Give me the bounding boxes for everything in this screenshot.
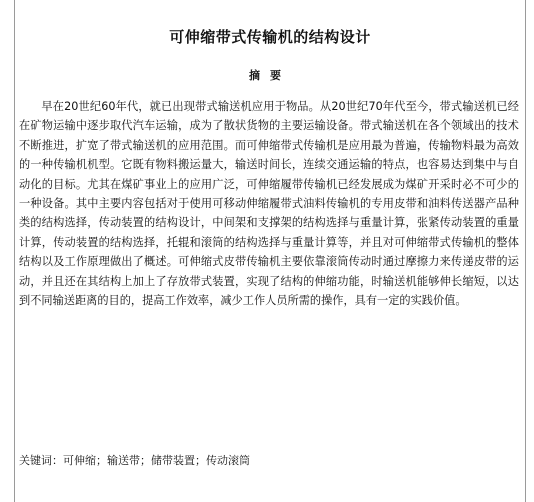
abstract-body: 早在20世纪60年代，就已出现带式输送机应用于物品。从20世纪70年代至今，带式输送机已经在矿物运输中逐步取代汽车运输，成为了散状货物的主要运输设备。带式输送机在各个领域出的技术不断推进，扩宽了带式输送机的应用范围。而可伸缩带式传输机是应用最为普遍，传输物料最为高效的一种传输机机型。它既有物料搬运量大，输送时间长，连续交通运输的特点，也容易达到集中与自动化的目标。尤其在煤矿事业上的应用广泛，可伸缩履带传输机已经发展成为煤矿开采时必不可少的一种设备。其中主要内容包括对于使用可移动伸缩履带式油料传输机的专用皮带和油料传送器产品种类的结构选择，传动装置的结构设计，中间架和支撑架的结构选择与重量计算，张紧传动装置的重量计算，传动装置的结构选择，托辊和滚筒的结构选择与重量计算等，并且对可伸缩带式传输机的整体结构以及工作原理做出了概述。可伸缩式皮带传输机主要依靠滚筒传动时通过摩擦力来传递皮带的运动，并且还在其结构上加上了存放带式装置，实现了结构的伸缩功能，时输送机能够伸长缩短，以达到不同输送距离的目的，提高工作效率，减少工作人员所需的操作，具有一定的实践价值。	[19, 100, 519, 308]
document-title: 可伸缩带式传输机的结构设计	[169, 28, 371, 46]
abstract-heading: 摘要	[249, 69, 291, 82]
keywords-line: 关键词：可伸缩；输送带；储带装置；传动滚筒	[19, 454, 250, 467]
document-page	[14, 0, 526, 502]
